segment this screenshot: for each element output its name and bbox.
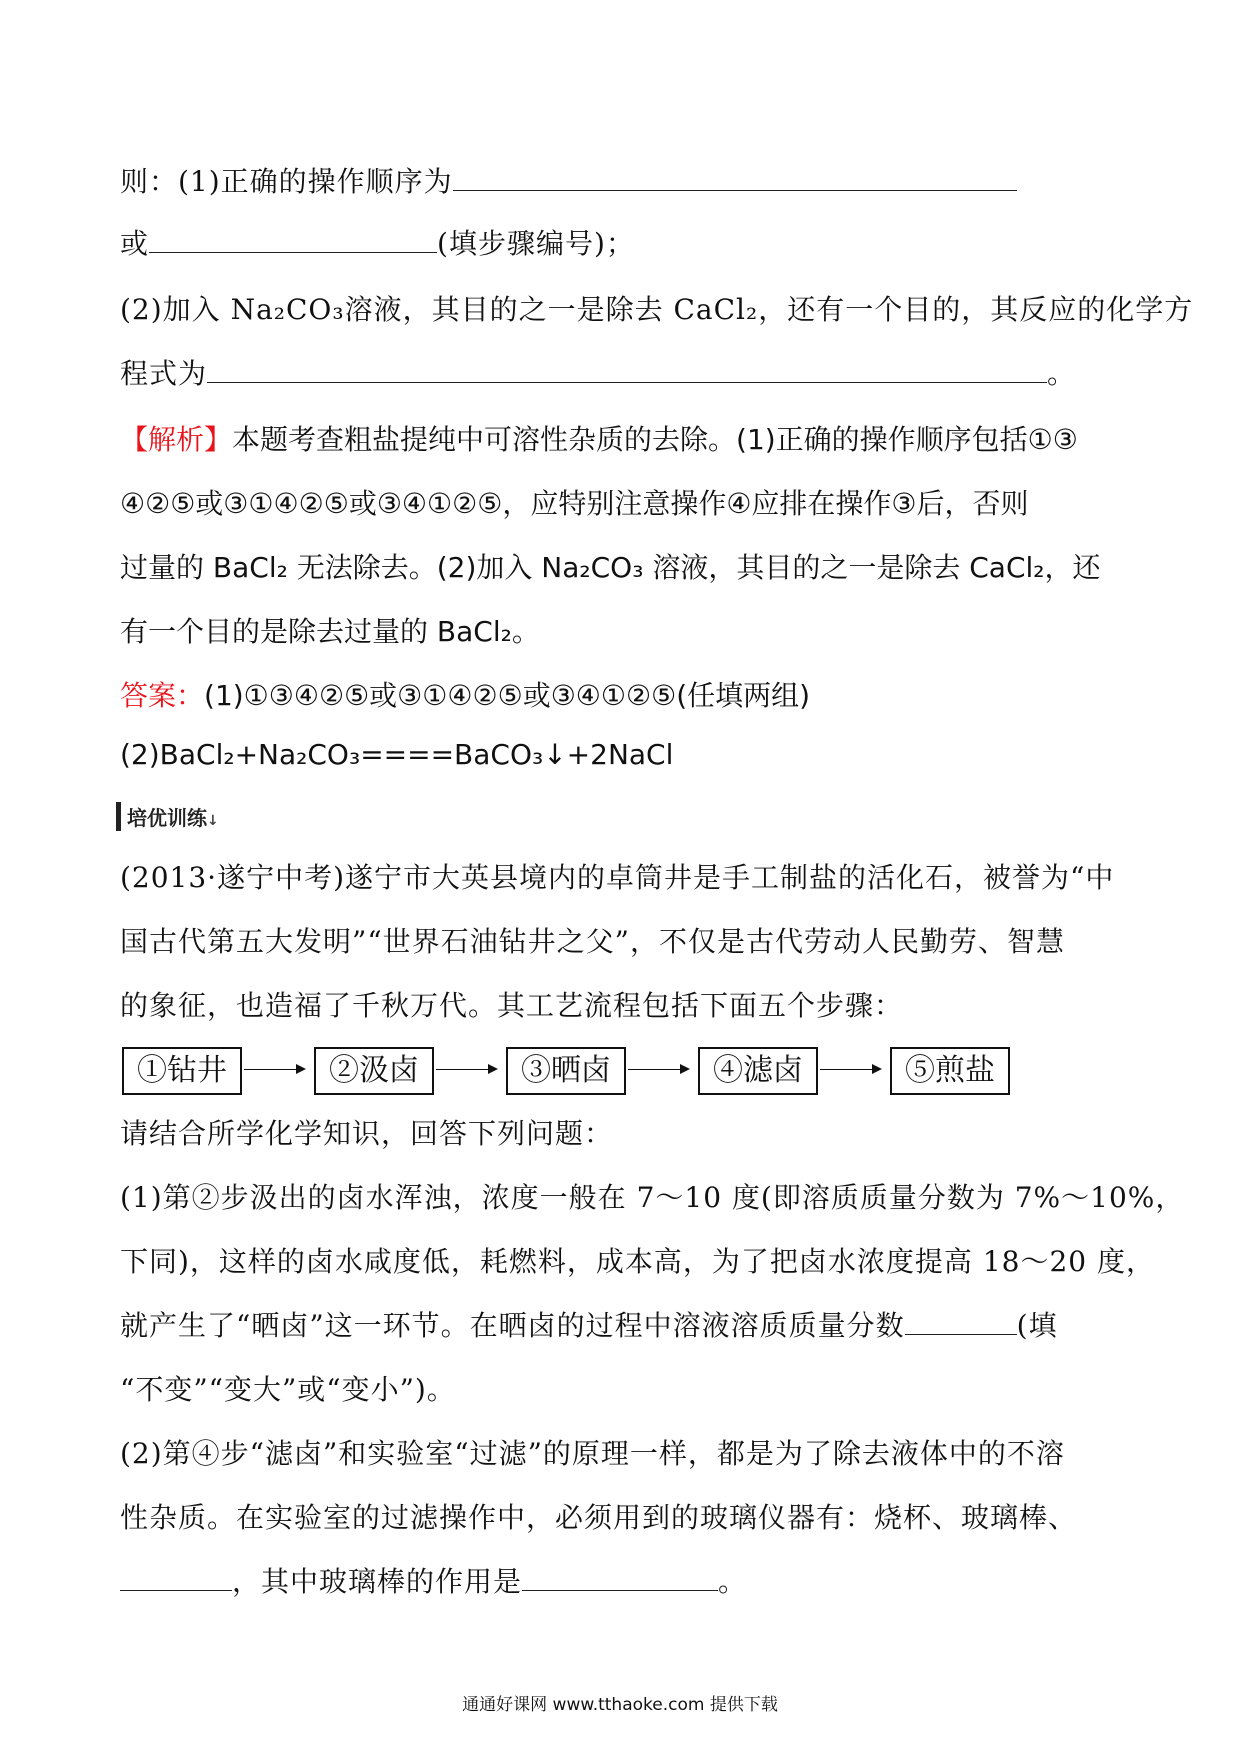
q1-line2: [120, 222, 635, 262]
down-arrow-icon: ↓: [207, 813, 219, 829]
problem-p1-line2: 下同)，这样的卤水咸度低，耗燃料，成本高，为了把卤水浓度提高 18～20 度，: [120, 1245, 1155, 1278]
problem-prompt: 请结合所学化学知识，回答下列问题：: [120, 1117, 614, 1150]
problem-p2-line3: [120, 1560, 747, 1600]
answer-text: (1)①③④②⑤或③①④②⑤或③④①②⑤(任填两组): [204, 679, 811, 712]
q1-line2-suffix: (填步骤编号)；: [437, 227, 635, 260]
flow-step: ③晒卤: [506, 1047, 626, 1095]
problem-intro1: (2013·遂宁中考)遂宁市大英县境内的卓筒井是手工制盐的活化石，被誉为“中: [120, 861, 1115, 894]
arrow-right-icon: [820, 1069, 880, 1070]
q1-line4-prefix: 程式为: [120, 357, 208, 390]
analysis-line3: 过量的 BaCl₂ 无法除去。(2)加入 Na₂CO₃ 溶液，其目的之一是除去 CaCl₂，还: [120, 551, 1101, 584]
problem-p2-line2: 性杂质。在实验室的过滤操作中，必须用到的玻璃仪器有：烧杯、玻璃棒、: [120, 1501, 1078, 1534]
blank: [522, 1564, 718, 1591]
problem-p1-line3-suffix: (填: [1016, 1309, 1058, 1342]
answer-line2: (2)BaCl₂+Na₂CO₃====BaCO₃↓+2NaCl: [120, 738, 674, 771]
blank: [207, 356, 1047, 383]
blank: [905, 1308, 1017, 1335]
flow-step: ⑤煎盐: [890, 1047, 1010, 1095]
problem-p2-line3-text: ，其中玻璃棒的作用是: [232, 1565, 523, 1598]
analysis-tag: 【解析】: [120, 423, 233, 456]
blank: [453, 164, 1017, 191]
analysis-line2: ④②⑤或③①④②⑤或③④①②⑤，应特别注意操作④应排在操作③后，否则: [120, 487, 1029, 520]
problem-p2-line1: (2)第④步“滤卤”和实验室“过滤”的原理一样，都是为了除去液体中的不溶: [120, 1437, 1065, 1470]
answer-line1: [120, 674, 810, 714]
q1-line2-prefix: 或: [120, 227, 150, 260]
analysis-line1: [120, 418, 1078, 458]
flow-step: ④滤卤: [698, 1047, 818, 1095]
problem-p2-line3-suffix: 。: [718, 1565, 748, 1598]
flow-step: ①钻井: [122, 1047, 242, 1095]
page-footer: 通通好课网 www.tthaoke.com 提供下载: [462, 1695, 778, 1715]
problem-p1-line1: (1)第②步汲出的卤水浑浊，浓度一般在 7～10 度(即溶质质量分数为 7%～10%，: [120, 1181, 1185, 1214]
q1-line1-text: 则：(1)正确的操作顺序为: [120, 165, 453, 198]
analysis-line4: 有一个目的是除去过量的 BaCl₂。: [120, 615, 540, 648]
problem-p1-line4: “不变”“变大”或“变小”)。: [120, 1373, 456, 1406]
problem-p1-line3-prefix: 就产生了“晒卤”这一环节。在晒卤的过程中溶液溶质质量分数: [120, 1309, 905, 1342]
problem-intro2: 国古代第五大发明”“世界石油钻井之父”，不仅是古代劳动人民勤劳、智慧: [120, 925, 1065, 958]
answer-tag: 答案：: [120, 679, 205, 712]
problem-p1-line3: [120, 1304, 1058, 1344]
arrow-right-icon: [436, 1069, 496, 1070]
q1-line4-suffix: 。: [1047, 357, 1077, 390]
arrow-right-icon: [244, 1069, 304, 1070]
blank: [149, 226, 437, 253]
section-title-text: 培优训练: [127, 806, 207, 830]
q1-line4: [120, 352, 1076, 392]
flow-step: ②汲卤: [314, 1047, 434, 1095]
blank: [120, 1564, 232, 1591]
q1-line3: (2)加入 Na₂CO₃溶液，其目的之一是除去 CaCl₂，还有一个目的，其反应的化学方: [120, 293, 1194, 326]
arrow-right-icon: [628, 1069, 688, 1070]
analysis-text: 本题考查粗盐提纯中可溶性杂质的去除。(1)正确的操作顺序包括①③: [232, 423, 1078, 456]
problem-intro3: 的象征，也造福了千秋万代。其工艺流程包括下面五个步骤：: [120, 989, 904, 1022]
section-title: [116, 802, 219, 831]
q1-line1: [120, 160, 1017, 200]
